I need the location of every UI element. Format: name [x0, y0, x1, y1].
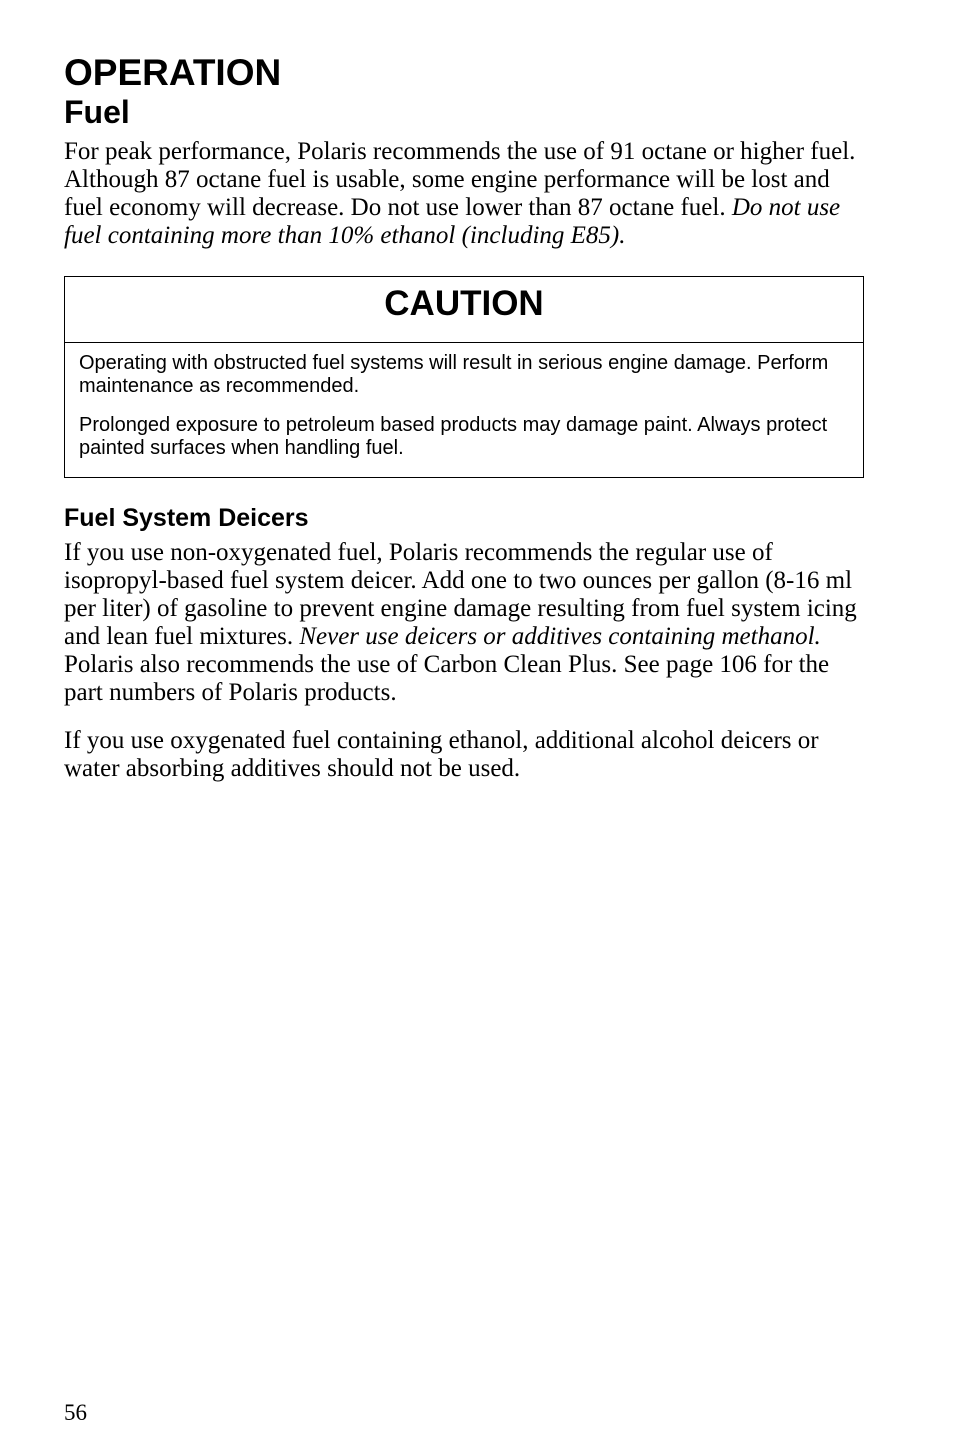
oxygenated-fuel-paragraph: If you use oxygenated fuel containing ethanol, additional alcohol deicers or water absorbing additives should not be used.: [64, 727, 819, 782]
subsection-title: Fuel: [64, 94, 130, 130]
section-title: OPERATION: [64, 52, 282, 93]
caution-title: CAUTION: [65, 277, 863, 343]
page-number: 56: [64, 1400, 87, 1425]
caution-paragraph: Operating with obstructed fuel systems will result in serious engine damage. Perform maintenance as recommended.: [79, 352, 829, 397]
caution-body: [65, 343, 863, 477]
deicers-text: If you use non-oxygenated fuel, Polaris recommends the regular use of isopropyl-based fuel system deicer. Add one to two ounces per gallon (8-16 ml per liter) of gasoline to prevent engine damage resulting from fuel system icing and lean fuel mixtures.: [64, 539, 857, 650]
deicers-heading: Fuel System Deicers: [64, 504, 309, 532]
deicers-text-continued: Polaris also recommends the use of Carbon Clean Plus. See page 106 for the part numbers of Polaris products.: [64, 651, 830, 706]
manual-page: [64, 52, 864, 783]
deicers-paragraph: [64, 539, 864, 707]
caution-paragraph: Prolonged exposure to petroleum based products may damage paint. Always protect painted surfaces when handling fuel.: [79, 414, 828, 459]
caution-box: [64, 276, 864, 478]
fuel-intro-paragraph: [64, 138, 864, 250]
fuel-intro-warning: Do not use fuel containing more than 10% ethanol (including E85).: [64, 194, 841, 249]
deicers-warning: Never use deicers or additives containing methanol.: [299, 623, 821, 650]
fuel-intro-text: For peak performance, Polaris recommends the use of 91 octane or higher fuel. Although 87 octane fuel is usable, some engine performance will be lost and fuel economy will decrease. Do not use lower than 87 octane fuel.: [64, 138, 856, 221]
